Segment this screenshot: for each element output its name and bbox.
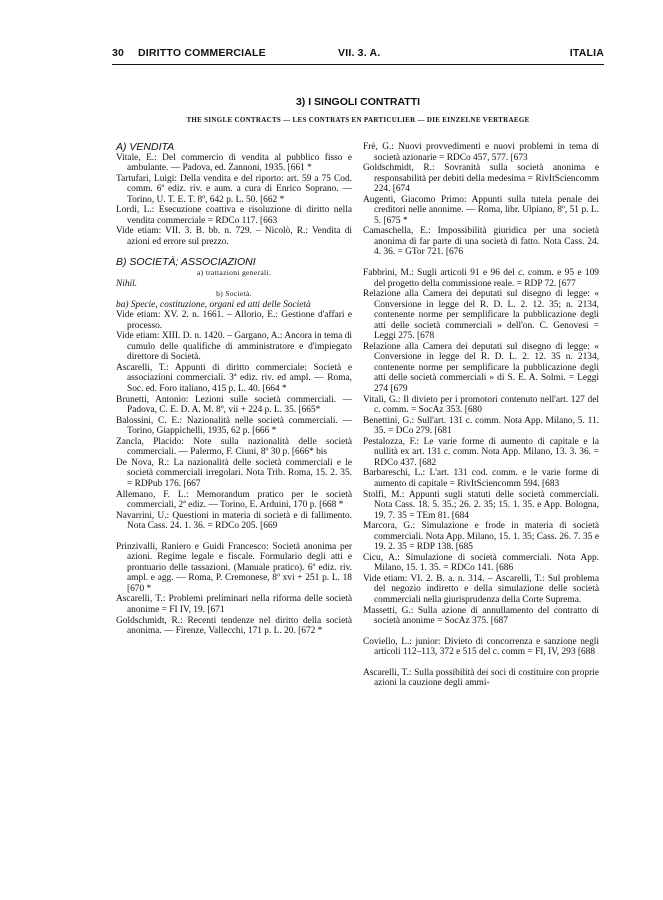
- bibliography-entry: Allemano, F. L.: Memorandum pratico per le società commerciali, 2ª ediz. — Torino, E. Arduini, 170 p. [668 *: [116, 489, 352, 511]
- bibliography-entry: Lordi, L.: Esecuzione coattiva e risoluzione di diritto nella vendita commerciale = RDCo 117. [663: [116, 205, 352, 226]
- page-number: 30: [112, 47, 125, 59]
- entry-ref: [687: [490, 616, 508, 627]
- entry-ref: [673: [510, 152, 528, 163]
- bibliography-entry: Navarrini, U.: Questioni in materia di società e di fallimento. Nota Cass. 24. 1. 36. = RDCo 205. [669: [116, 510, 352, 532]
- entry-ref: [674: [392, 184, 410, 195]
- bibliography-entry: Goldschmidt, R.: Recenti tendenze nel diritto della società anonima. — Firenze, Vallecchi, 171 p. L. 20. [672 *: [116, 615, 352, 637]
- bibliography-entry: Vitali, G.: Il divieto per i promotori contenuto nell'art. 127 del c. comm. = SocAz 353. [680: [363, 394, 599, 416]
- bibliography-entry: Coviello, L.: junior: Divieto di concorrenza e sanzione negli articoli 112–113, 372 e 515 del c. comm = FI, IV, 293 [688: [363, 636, 599, 658]
- bibliography-entry: Barbareschi, L.: L'art. 131 cod. comm. e le varie forme di aumento di capitale = RivItSciencomm 594. [683: [363, 468, 599, 489]
- section-subtitle: THE SINGLE CONTRACTS — LES CONTRATS EN PARTICULIER — DIE EINZELNE VERTRAEGE: [186, 116, 530, 124]
- bibliography-entry: Balossini, C. E.: Nazionalità nelle società commerciali. — Torino, Giappichelli, 1935, 62 p. [666 *: [116, 415, 352, 437]
- bibliography-entry: Brunetti, Antonio: Lezioni sulle società commerciali. — Padova, C. E. D. A. M. 8º, vii + 224 p. L. 35. [665*: [116, 394, 352, 416]
- spacer: [363, 658, 599, 668]
- bibliography-entry: De Nova, R.: La nazionalità delle società commerciali e le società commerciali irregolari. Nota Trib. Roma, 15. 2. 35. = RDPub 176. [667: [116, 457, 352, 489]
- heading-societa: B) SOCIETÀ; ASSOCIAZIONI: [116, 256, 256, 269]
- bibliography-entry: Frè, G.: Nuovi provvedimenti e nuovi problemi in tema di società azionarie = RDCo 457, 577. [673: [363, 142, 599, 163]
- entry-ref: [685: [455, 542, 473, 553]
- bibliography-entry: Cicu, A.: Simulazione di società commerciali. Nota App. Milano, 15. 1. 35. = RDCo 141. [686: [363, 552, 599, 574]
- spacer: [363, 627, 599, 637]
- bibliography-entry: Zancla, Placido: Note sulla nazionalità delle società commerciali. — Palermo, F. Ciuni, 8º 30 p. [666* bis: [116, 436, 352, 458]
- entry-ref: [681: [434, 426, 452, 437]
- entry-ref: [670 *: [127, 583, 152, 594]
- bibliography-entry: Ascarelli, T.: Problemi preliminari nella riforma delle società anonime = FI IV, 19. [671: [116, 594, 352, 615]
- bibliography-entry: Fabbrini, M.: Sugli articoli 91 e 96 del c. comm. e 95 e 109 del progetto della commissione reale. = RDP 72. [677: [363, 268, 599, 289]
- bibliography-entry: Relazione alla Camera dei deputati sul disegno di legge: « Conversione in legge del R. D. L. 2. 12. 35 n. 2134, contenente norme per semplificare la pubblicazione degli atti delle società commerciali » di S. E. A. Solmi. = Leggi 274 [679: [363, 341, 599, 395]
- entry-ref: [662 *: [260, 194, 285, 205]
- entry-ref: [682: [419, 457, 437, 468]
- bibliography-entry: Goldschmidt, R.: Sovranità sulla società anonima e responsabilità per debiti della medesima = RivItSciencomm 224. [674: [363, 163, 599, 195]
- heading-vendita: A) VENDITA: [116, 141, 175, 153]
- spacer: [116, 532, 352, 542]
- spacer: [363, 258, 599, 268]
- bibliography-entry: Ascarelli, T.: Sulla possibilità dei soci di costituire con proprie azioni la cauzione degli ammi-: [363, 667, 599, 689]
- bibliography-entry: Marcora, G.: Simulazione e frode in materia di società commerciali. Nota App. Milano, 15. 1. 35; Cass. 26. 7. 35 e 19. 2. 35 = RDP 138. [685: [363, 521, 599, 553]
- entry-ref: [666* bis: [291, 447, 328, 458]
- vide-etiam-entry: Vide etiam: VI. 2. B. a. n. 314. – Ascarelli, T.: Sul problema del negozio indiretto e della simulazione delle società commerciali nella giurisprudenza della Corte Suprema.: [363, 573, 599, 605]
- subheading-trattazioni: a) trattazioni generali.: [196, 268, 272, 278]
- vide-etiam-entry: Vide etiam: XV. 2. n. 1661. – Allorio, E.: Gestione d'affari e processo.: [116, 310, 352, 331]
- entry-ref: [677: [558, 278, 576, 289]
- subheading-societa: b) Società.: [216, 289, 252, 299]
- entry-ref: [663: [260, 215, 278, 226]
- bibliography-entry: Tartufari, Luigi: Della vendita e del riporto: art. 59 a 75 Cod. comm. 6ª ediz. riv. e aum. a cura di Enrico Soprano. — Torino, U. T. E. T. 8º, 642 p. L. 50. [662 *: [116, 173, 352, 205]
- bibliography-entry: Relazione alla Camera dei deputati sul disegno di legge: « Conversione in legge del R. D. L. 2. 12. 35; n. 2134, contenente norme per semplificare la pubblicazione degli atti delle società commerciali » dell'on. C. Genovesi = Leggi 275. [678: [363, 289, 599, 342]
- entry-ref: [672 *: [298, 626, 323, 637]
- bibliography-entry: Pestalozza, F.: Le varie forme di aumento di capitale e la nullità ex art. 131 c. comm. Nota App. Milano, 13. 3. 36. = RDCo 437. [682: [363, 436, 599, 468]
- bibliography-entry: Ascarelli, T.: Appunti di diritto commerciale: Società e associazioni commerciali. 3ª ediz. riv. ed ampl. — Roma, Soc. ed. Foro italiano, 415 p. L. 40. [664 *: [116, 362, 352, 395]
- entry-ref: [669: [260, 521, 278, 532]
- bibliography-entry: Camaschella, E.: Impossibilità giuridica per una società anonima di far parte di una società di fatto. Nota Cass. 24. 4. 36. = GTor 721. [676: [363, 226, 599, 258]
- entry-ref: [661 *: [287, 163, 312, 174]
- entry-ref: [680: [464, 405, 482, 416]
- entry-ref: [679: [390, 384, 408, 395]
- bibliography-entry: Augenti, Giacomo Primo: Appunti sulla tutela penale dei creditori nelle anonime. — Roma, libr. Ulpiano, 8º, 51 p. L. 5. [675 *: [363, 194, 599, 226]
- subheading-specie: ba) Specie, costituzione, organi ed atti delle Società: [116, 299, 311, 310]
- entry-ref: [668 *: [319, 500, 344, 511]
- entry-ref: [688: [577, 647, 596, 658]
- bibliography-entry: Benettini, G.: Sull'art. 131 c. comm. Nota App. Milano, 5. 11. 35. = DCo 279. [681: [363, 415, 599, 437]
- entry-ref: [675 *: [383, 215, 408, 226]
- left-column: [116, 142, 352, 637]
- header-rule: [112, 64, 604, 65]
- entry-ref: [684: [451, 510, 469, 521]
- running-section-name: DIRITTO COMMERCIALE: [138, 47, 266, 59]
- right-column: [363, 142, 599, 689]
- nihil-note: Nihil.: [116, 278, 138, 289]
- entry-ref: [665*: [298, 405, 321, 416]
- bibliography-entry: Vitale, E.: Del commercio di vendita al pubblico fisso e ambulante. — Padova, ed. Zannoni, 1935. [661 *: [116, 152, 352, 174]
- section-title: 3) I SINGOLI CONTRATTI: [295, 96, 421, 108]
- entry-ref: [666 *: [252, 426, 277, 437]
- country-label: ITALIA: [569, 47, 604, 59]
- bibliography-entry: Stolfi, M.: Appunti sugli statuti delle società commerciali. Nota Cass. 18. 5. 35.; 26. 2. 35; 15. 1. 35. e App. Bologna, 19. 7. 35 = TEm 81. [684: [363, 489, 599, 521]
- entry-ref: [678: [416, 331, 435, 342]
- bibliography-entry: Massetti, G.: Sulla azione di annullamento del contratto di società anonime = SocAz 375. [687: [363, 605, 599, 627]
- entry-ref: [671: [207, 604, 225, 615]
- entry-ref: [664 *: [262, 384, 287, 395]
- entry-ref: [686: [495, 563, 514, 574]
- bibliography-entry: Prinzivalli, Raniero e Guidi Francesco: Società anonima per azioni. Regime legale e fiscale. Formulario degli atti e prontuario delle tassazioni. (Manuale pratico). 6ª ediz. riv. ampl. e agg. — Roma, P. Cremonese, 8º xvi + 251 p. L. 18 [670 *: [116, 541, 352, 594]
- chapter-reference: VII. 3. A.: [338, 47, 381, 59]
- vide-etiam-entry: Vide etiam: VII. 3. B. bb. n. 729. – Nicolò, R.: Vendita di azioni ed errore sul prezzo.: [116, 226, 352, 247]
- vide-etiam-entry: Vide etiam: XIII. D. n. 1420. – Gargano, A.: Ancora in tema di cumulo delle qualifiche di amministratore e d'impiegato direttore di Società.: [116, 331, 352, 363]
- entry-ref: [683: [542, 478, 560, 489]
- entry-ref: [676: [445, 247, 464, 258]
- entry-ref: [667: [183, 478, 201, 489]
